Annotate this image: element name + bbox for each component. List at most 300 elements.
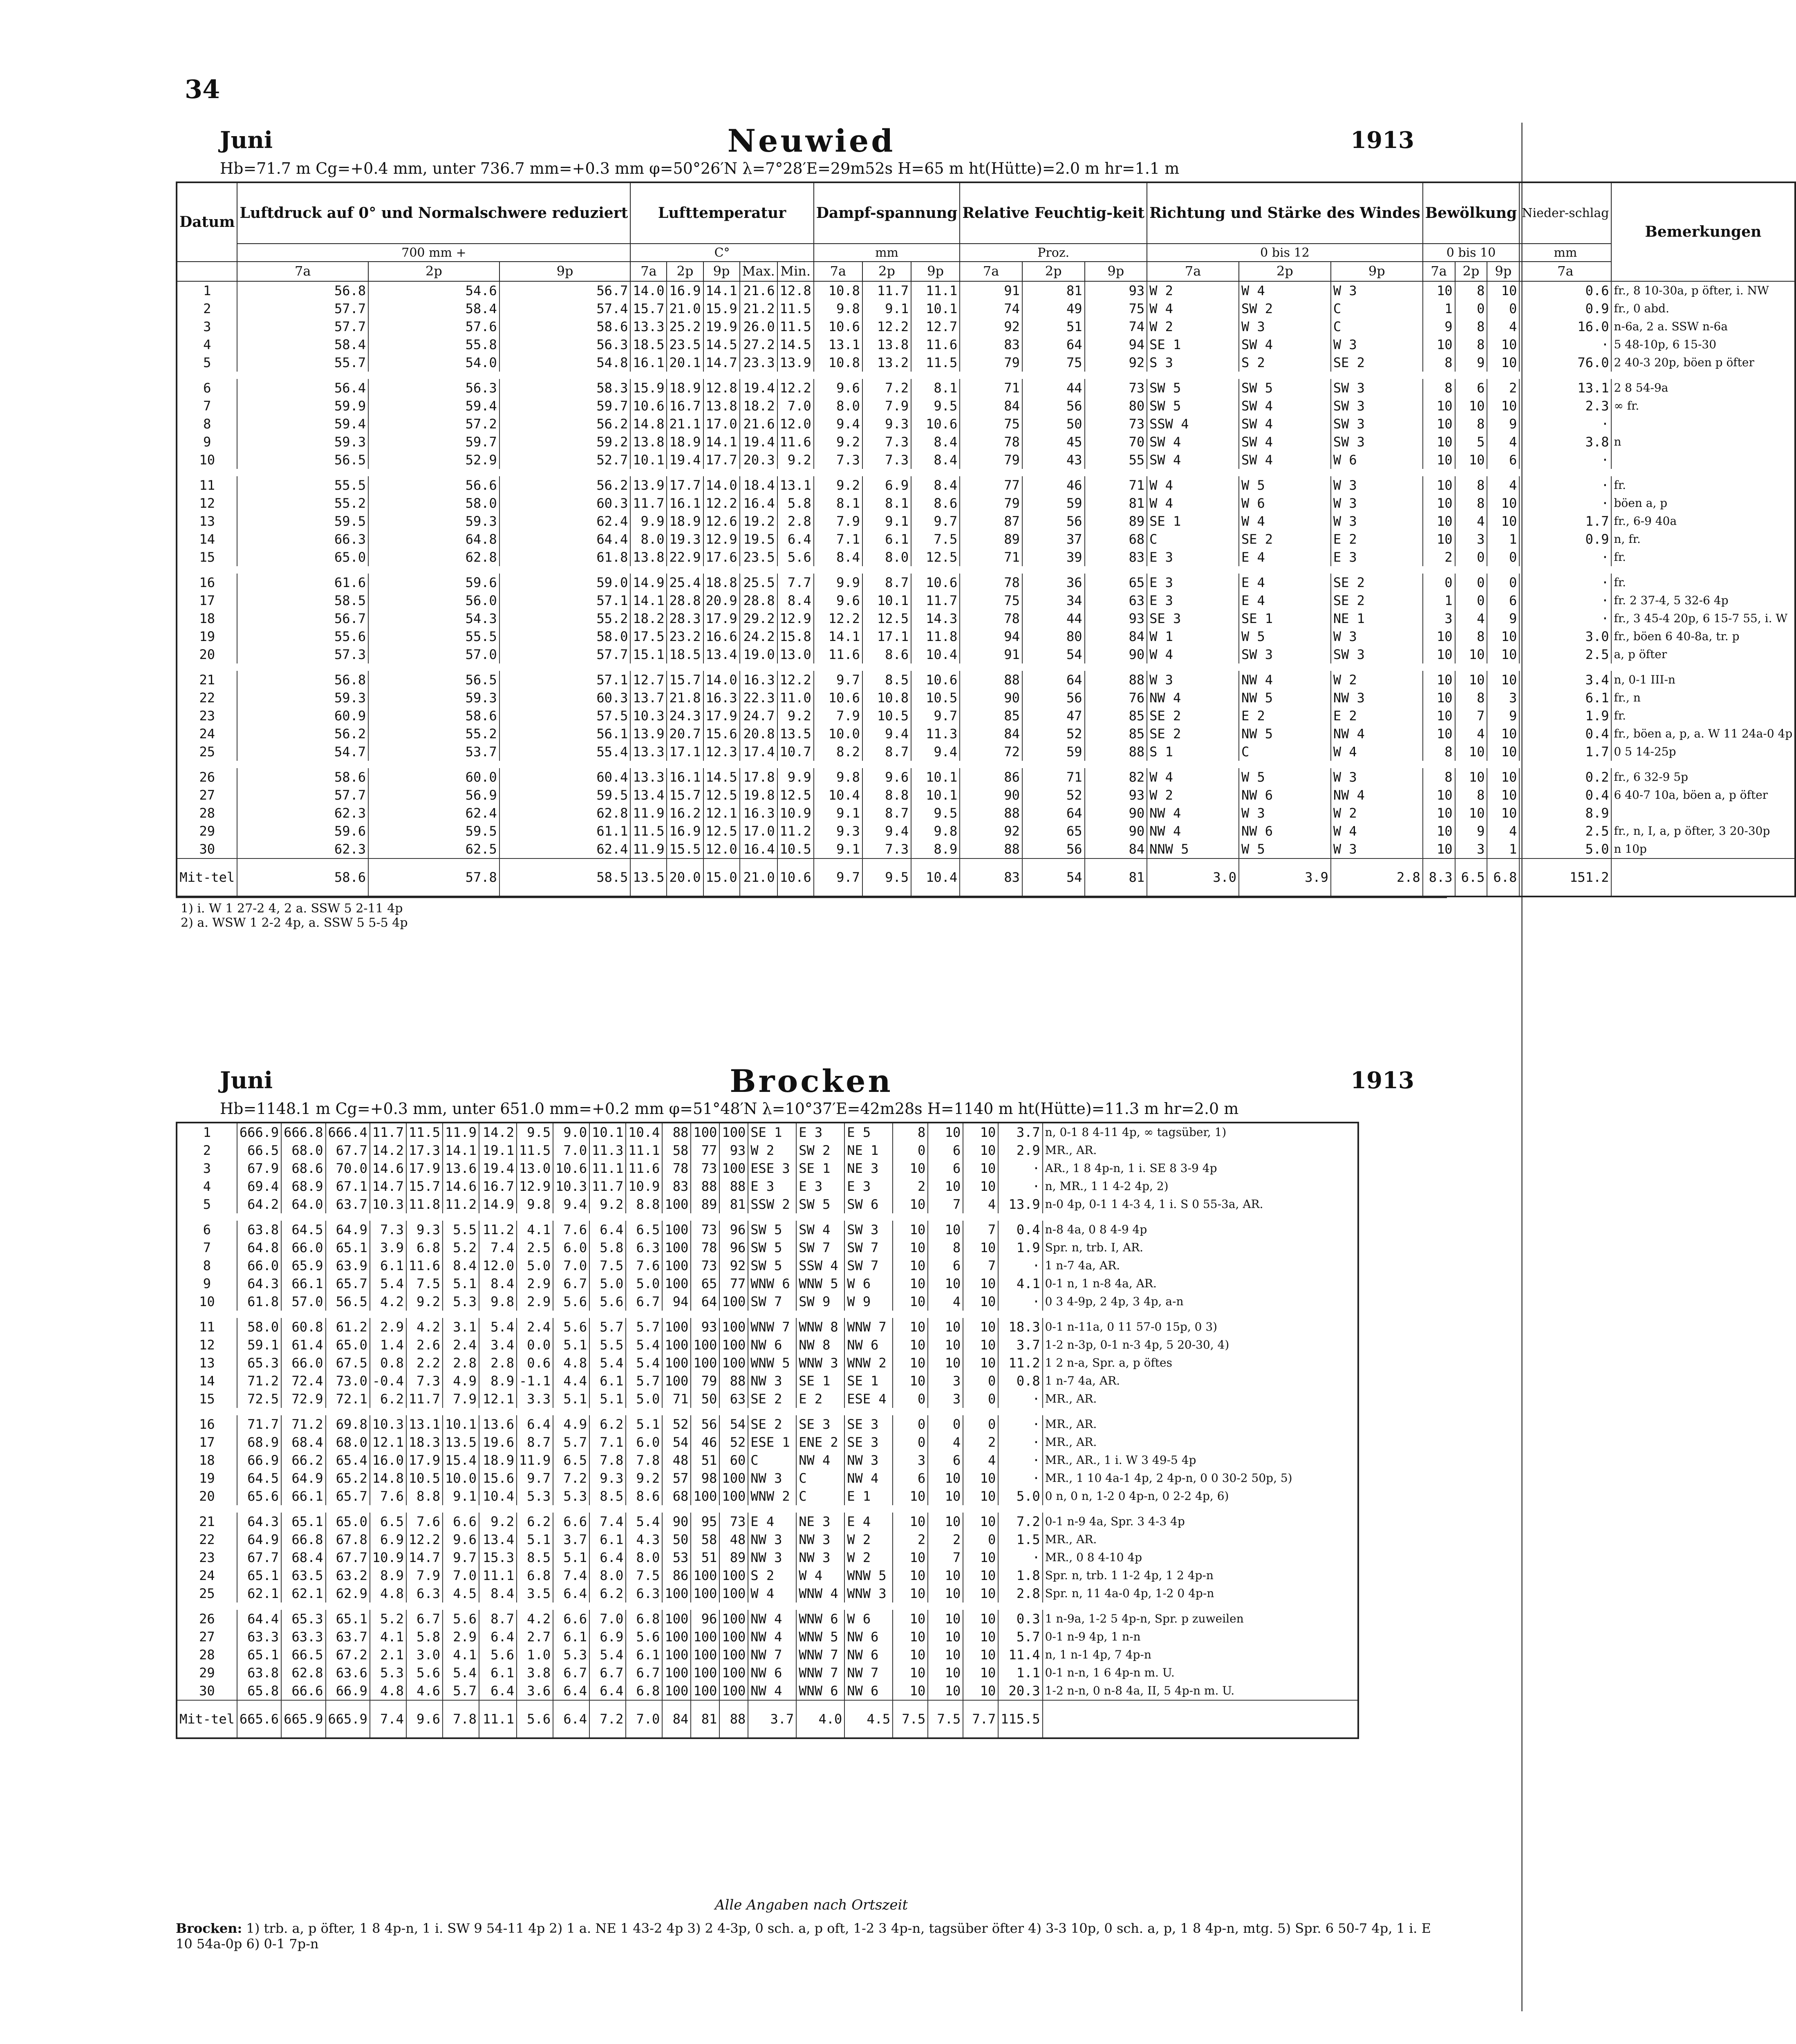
cell: WNW 4 xyxy=(796,1585,844,1602)
mean-cell: 21.0 xyxy=(740,858,777,896)
table-row xyxy=(177,1585,1358,1602)
cell: 0.4 xyxy=(998,1221,1042,1239)
cell: 8.4 xyxy=(443,1257,479,1275)
cell: 59.9 xyxy=(237,397,368,415)
cell: 13.5 xyxy=(777,725,814,743)
cell: 10 xyxy=(963,1682,998,1700)
cell: 18 xyxy=(177,610,237,628)
cell: 2.8 xyxy=(998,1585,1042,1602)
cell: 89 xyxy=(719,1549,748,1567)
cell: 4 xyxy=(1487,476,1519,494)
cell: 71.2 xyxy=(237,1372,281,1390)
cell: 11.1 xyxy=(589,1159,626,1177)
cell: 10.1 xyxy=(630,451,667,469)
cell: 94 xyxy=(662,1293,691,1311)
cell: 5.0 xyxy=(998,1487,1042,1505)
cell: 11.7 xyxy=(406,1390,443,1408)
cell: 10 xyxy=(1423,281,1455,300)
cell: 0.6 xyxy=(1519,281,1611,300)
cell: 52 xyxy=(719,1433,748,1451)
cell: 17.5 xyxy=(630,628,667,645)
table-row xyxy=(177,1531,1358,1549)
cell: 72 xyxy=(960,743,1022,761)
table-row xyxy=(177,451,1795,469)
mean-cell: 54 xyxy=(1022,858,1085,896)
cell: 10 xyxy=(1423,494,1455,512)
cell: 6.8 xyxy=(626,1682,662,1700)
cell: 71 xyxy=(1085,476,1147,494)
cell: 55 xyxy=(1085,451,1147,469)
cell: SW 3 xyxy=(1331,379,1423,397)
cell: 12.1 xyxy=(703,804,740,822)
cell: 100 xyxy=(662,1354,691,1372)
cell: 48 xyxy=(662,1451,691,1469)
cell: 8 xyxy=(1423,354,1455,372)
cell: 3.7 xyxy=(553,1531,589,1549)
cell: 13.8 xyxy=(630,548,667,566)
cell: W 5 xyxy=(1239,476,1331,494)
cell: 92 xyxy=(960,822,1022,840)
table-row xyxy=(177,610,1795,628)
cell: C xyxy=(748,1451,796,1469)
cell: 10.1 xyxy=(862,592,911,610)
cell: 64.3 xyxy=(237,1275,281,1293)
cell: 10.7 xyxy=(777,743,814,761)
cell: 8.1 xyxy=(814,494,862,512)
cell: 11.2 xyxy=(443,1195,479,1213)
cell: 29 xyxy=(177,1664,237,1682)
cell: 0 xyxy=(963,1372,998,1390)
cell: 62.3 xyxy=(237,804,368,822)
cell: 16.9 xyxy=(667,281,703,300)
cell: 10 xyxy=(963,1469,998,1487)
row-gap xyxy=(177,1311,1358,1318)
cell: 61.4 xyxy=(281,1336,325,1354)
cell: 7.2 xyxy=(553,1469,589,1487)
hour-header: 2p xyxy=(1455,262,1487,281)
cell: 88 xyxy=(960,840,1022,858)
cell: 19.5 xyxy=(740,530,777,548)
cell: 4 xyxy=(963,1195,998,1213)
cell: 52 xyxy=(1022,725,1085,743)
cell: 84 xyxy=(1085,628,1147,645)
cell: 10 xyxy=(893,1257,928,1275)
cell: 5.7 xyxy=(553,1433,589,1451)
cell: 3.3 xyxy=(517,1390,553,1408)
cell: 100 xyxy=(662,1195,691,1213)
cell: 0.6 xyxy=(517,1354,553,1372)
cell: WNW 6 xyxy=(748,1275,796,1293)
cell: 67.7 xyxy=(326,1549,370,1567)
cell: 10.9 xyxy=(626,1177,662,1195)
cell: 0 xyxy=(1455,548,1487,566)
cell: W 3 xyxy=(1331,840,1423,858)
cell: 26 xyxy=(177,768,237,786)
cell: 10.8 xyxy=(814,354,862,372)
cell: NW 4 xyxy=(796,1451,844,1469)
cell: 64 xyxy=(1022,336,1085,354)
cell: 60.4 xyxy=(499,768,631,786)
cell: 57.0 xyxy=(281,1293,325,1311)
mean-row xyxy=(177,1700,1358,1738)
cell: 14.1 xyxy=(814,628,862,645)
cell: 0-1 n-11a, 0 11 57-0 15p, 0 3) xyxy=(1043,1318,1358,1336)
cell: W 3 xyxy=(1331,476,1423,494)
cell: 7.9 xyxy=(814,707,862,725)
cell: SW 4 xyxy=(796,1221,844,1239)
cell: 13.5 xyxy=(443,1433,479,1451)
cell: 14.7 xyxy=(370,1177,406,1195)
cell: 10 xyxy=(928,1221,963,1239)
mean-cell: 7.0 xyxy=(626,1700,662,1738)
cell: NW 5 xyxy=(1239,689,1331,707)
cell: 63.8 xyxy=(237,1664,281,1682)
cell: 10 xyxy=(928,1567,963,1585)
cell: 666.9 xyxy=(237,1123,281,1141)
cell: 21.0 xyxy=(667,300,703,318)
year-label: 1913 xyxy=(1350,127,1414,154)
cell: 5.6 xyxy=(443,1610,479,1628)
cell: 15.6 xyxy=(479,1469,517,1487)
hour-header: 7a xyxy=(1147,262,1239,281)
cell: 19.0 xyxy=(740,645,777,663)
table-row xyxy=(177,354,1795,372)
cell: SW 5 xyxy=(748,1239,796,1257)
cell: 76.0 xyxy=(1519,354,1611,372)
cell: 24.2 xyxy=(740,628,777,645)
cell: 63.7 xyxy=(326,1195,370,1213)
cell: 9.9 xyxy=(777,768,814,786)
cell: fr., n, I, a, p öfter, 3 20-30p xyxy=(1611,822,1795,840)
cell: 21.2 xyxy=(740,300,777,318)
cell: 10 xyxy=(928,1318,963,1336)
table-row xyxy=(177,1415,1358,1433)
cell: 6.9 xyxy=(589,1628,626,1646)
cell: 65.4 xyxy=(326,1451,370,1469)
cell: 11.9 xyxy=(443,1123,479,1141)
cell: W 5 xyxy=(1239,768,1331,786)
cell: 14.5 xyxy=(777,336,814,354)
cell: fr. xyxy=(1611,548,1795,566)
cell: 0 xyxy=(893,1390,928,1408)
cell: 52 xyxy=(662,1415,691,1433)
cell: 10 xyxy=(893,1487,928,1505)
cell: 56.7 xyxy=(499,281,631,300)
table-row xyxy=(177,318,1795,336)
cell: fr., böen 6 40-8a, tr. p xyxy=(1611,628,1795,645)
cell: 10 xyxy=(1423,822,1455,840)
cell: 10.5 xyxy=(406,1469,443,1487)
cell: 14.0 xyxy=(703,476,740,494)
cell: 88 xyxy=(960,671,1022,689)
cell: 0 xyxy=(893,1433,928,1451)
mean-cell: 665.9 xyxy=(281,1700,325,1738)
cell: 79 xyxy=(960,494,1022,512)
cell: 28.8 xyxy=(667,592,703,610)
cell: 5.6 xyxy=(626,1628,662,1646)
cell: 100 xyxy=(719,1469,748,1487)
cell: 5.0 xyxy=(517,1257,553,1275)
cell: ∞ fr. xyxy=(1611,397,1795,415)
cell: 13.7 xyxy=(630,689,667,707)
cell: fr., 0 abd. xyxy=(1611,300,1795,318)
cell: 4.9 xyxy=(553,1415,589,1433)
table-row xyxy=(177,1354,1358,1372)
cell: böen a, p xyxy=(1611,494,1795,512)
cell: 5.1 xyxy=(517,1531,553,1549)
cell: 73 xyxy=(1085,379,1147,397)
cell: NW 4 xyxy=(844,1469,893,1487)
cell: 58.0 xyxy=(499,628,631,645)
cell: 5.1 xyxy=(553,1549,589,1567)
cell: 10 xyxy=(963,1610,998,1628)
cell: 11.6 xyxy=(777,433,814,451)
row-gap xyxy=(177,469,1795,476)
cell: 8.1 xyxy=(862,494,911,512)
cell: 6 xyxy=(928,1257,963,1275)
cell: 65.0 xyxy=(326,1336,370,1354)
cell: 10.5 xyxy=(862,707,911,725)
mean-cell: 9.5 xyxy=(862,858,911,896)
cell: 9.9 xyxy=(814,574,862,592)
cell: 59.7 xyxy=(499,397,631,415)
cell: 62.1 xyxy=(281,1585,325,1602)
unit-temp: C° xyxy=(630,244,813,262)
cell: 54.7 xyxy=(237,743,368,761)
cell: 17.9 xyxy=(703,707,740,725)
cell: 63 xyxy=(719,1390,748,1408)
cell: 9.6 xyxy=(862,768,911,786)
cell: 8.4 xyxy=(814,548,862,566)
cell: 9 xyxy=(1455,354,1487,372)
cell: 10.3 xyxy=(370,1415,406,1433)
cell: 75 xyxy=(960,592,1022,610)
cell: SW 3 xyxy=(844,1221,893,1239)
cell: 8 xyxy=(1455,415,1487,433)
cell: SSW 2 xyxy=(748,1195,796,1213)
cell: 22 xyxy=(177,1531,237,1549)
cell: 7.6 xyxy=(626,1257,662,1275)
cell: 90 xyxy=(960,689,1022,707)
cell: 0 3 4-9p, 2 4p, 3 4p, a-n xyxy=(1043,1293,1358,1311)
cell: W 4 xyxy=(796,1567,844,1585)
cell: W 3 xyxy=(1331,512,1423,530)
cell: 8 xyxy=(1455,494,1487,512)
cell: 100 xyxy=(662,1221,691,1239)
cell: 7.0 xyxy=(777,397,814,415)
cell: 68.0 xyxy=(281,1141,325,1159)
cell: E 3 xyxy=(1147,548,1239,566)
cell: 3 xyxy=(1455,840,1487,858)
cell: 13.0 xyxy=(517,1159,553,1177)
cell: NE 1 xyxy=(1331,610,1423,628)
cell: 8 xyxy=(1423,379,1455,397)
cell: 8.8 xyxy=(862,786,911,804)
cell: 18.3 xyxy=(998,1318,1042,1336)
cell: E 2 xyxy=(1331,530,1423,548)
cell: 64.4 xyxy=(499,530,631,548)
cell: 11.6 xyxy=(911,336,960,354)
cell: 5 xyxy=(1455,433,1487,451)
row-gap xyxy=(177,1505,1358,1513)
header-luftdruck-label: Luftdruck auf 0° und Normalschwere reduziert xyxy=(240,204,628,222)
cell: 6.7 xyxy=(589,1664,626,1682)
cell: 58.6 xyxy=(237,768,368,786)
cell: 13.4 xyxy=(703,645,740,663)
cell: 4 xyxy=(1455,610,1487,628)
cell: 58.0 xyxy=(237,1318,281,1336)
cell: 11.8 xyxy=(911,628,960,645)
table-row xyxy=(177,1433,1358,1451)
cell: 2 xyxy=(1487,379,1519,397)
cell: 3.7 xyxy=(998,1336,1042,1354)
unit-luftdruck: 700 mm + xyxy=(237,244,630,262)
cell: 19.9 xyxy=(703,318,740,336)
cell: 56.5 xyxy=(368,671,499,689)
cell: 9.8 xyxy=(814,768,862,786)
cell: 6.4 xyxy=(589,1221,626,1239)
cell: 2.9 xyxy=(517,1293,553,1311)
mean-cell: 81 xyxy=(1085,858,1147,896)
cell: 22 xyxy=(177,689,237,707)
cell: · xyxy=(998,1415,1042,1433)
cell: 100 xyxy=(719,1354,748,1372)
cell: 66.0 xyxy=(281,1239,325,1257)
cell: 100 xyxy=(662,1585,691,1602)
cell: n, 0-1 III-n xyxy=(1611,671,1795,689)
cell: 1.7 xyxy=(1519,743,1611,761)
cell: 65 xyxy=(691,1275,719,1293)
cell: 63.5 xyxy=(281,1567,325,1585)
cell: · xyxy=(1519,592,1611,610)
cell: SW 9 xyxy=(796,1293,844,1311)
cell: 56.3 xyxy=(368,379,499,397)
cell: 8.9 xyxy=(1519,804,1611,822)
cell: 14.1 xyxy=(703,433,740,451)
cell: 100 xyxy=(662,1336,691,1354)
cell: 88 xyxy=(662,1123,691,1141)
cell: 17.0 xyxy=(740,822,777,840)
cell: 5.0 xyxy=(1519,840,1611,858)
cell: 66.6 xyxy=(281,1682,325,1700)
table-row xyxy=(177,689,1795,707)
cell: 59.3 xyxy=(368,512,499,530)
cell: 25 xyxy=(177,743,237,761)
observation-table xyxy=(176,182,1796,897)
cell: 100 xyxy=(719,1628,748,1646)
cell: 8.6 xyxy=(626,1487,662,1505)
cell: 6.2 xyxy=(517,1513,553,1531)
cell: 7.9 xyxy=(814,512,862,530)
cell: 29.2 xyxy=(740,610,777,628)
cell: 6.7 xyxy=(626,1664,662,1682)
cell: 73 xyxy=(691,1221,719,1239)
cell: NW 6 xyxy=(844,1336,893,1354)
cell: 86 xyxy=(662,1567,691,1585)
cell: 10.3 xyxy=(630,707,667,725)
cell: WNW 7 xyxy=(748,1318,796,1336)
cell: 58.4 xyxy=(368,300,499,318)
row-gap xyxy=(177,1213,1358,1221)
cell: 13.3 xyxy=(630,318,667,336)
cell: 16.0 xyxy=(370,1451,406,1469)
cell: W 4 xyxy=(1147,768,1239,786)
cell: 6 xyxy=(1487,451,1519,469)
cell: 0 xyxy=(893,1141,928,1159)
cell: 10.1 xyxy=(589,1123,626,1141)
cell: 1 xyxy=(1423,300,1455,318)
cell: 5.4 xyxy=(626,1513,662,1531)
cell: 6.5 xyxy=(626,1221,662,1239)
cell: 63.7 xyxy=(326,1628,370,1646)
cell: 91 xyxy=(960,645,1022,663)
cell: 8.9 xyxy=(479,1372,517,1390)
cell: 5.2 xyxy=(370,1610,406,1628)
cell: 6.1 xyxy=(553,1628,589,1646)
cell: 62.9 xyxy=(326,1585,370,1602)
cell: 6.7 xyxy=(406,1610,443,1628)
cell: 12.8 xyxy=(703,379,740,397)
cell: 1 xyxy=(1487,530,1519,548)
mean-cell: 10.4 xyxy=(911,858,960,896)
cell: 10.4 xyxy=(814,786,862,804)
header-datum: Datum xyxy=(177,182,237,262)
cell: SW 5 xyxy=(1147,397,1239,415)
cell: WNW 7 xyxy=(844,1318,893,1336)
cell: 8.0 xyxy=(589,1567,626,1585)
cell: 7 xyxy=(177,397,237,415)
table-row xyxy=(177,1195,1358,1213)
cell: 8.5 xyxy=(589,1487,626,1505)
header-feucht: Relative Feuchtig-keit xyxy=(960,182,1147,244)
cell: NW 3 xyxy=(844,1451,893,1469)
cell: 9 xyxy=(1487,610,1519,628)
cell: 20 xyxy=(177,1487,237,1505)
cell: 10 xyxy=(1423,451,1455,469)
cell: 65.9 xyxy=(281,1257,325,1275)
cell: 5.0 xyxy=(589,1275,626,1293)
cell: 2.6 xyxy=(406,1336,443,1354)
cell: 17.1 xyxy=(862,628,911,645)
mean-cell: 7.8 xyxy=(443,1700,479,1738)
cell: 1 xyxy=(1487,840,1519,858)
cell: fr. 2 37-4, 5 32-6 4p xyxy=(1611,592,1795,610)
cell: 19.2 xyxy=(740,512,777,530)
cell: 15.9 xyxy=(630,379,667,397)
cell: C xyxy=(796,1469,844,1487)
cell: 84 xyxy=(960,397,1022,415)
cell: 6 xyxy=(1455,379,1487,397)
cell: 65 xyxy=(1085,574,1147,592)
cell: 10 xyxy=(963,1646,998,1664)
cell: 8 xyxy=(177,415,237,433)
cell: SE 1 xyxy=(1147,512,1239,530)
cell: n, 0-1 8 4-11 4p, ∞ tagsüber, 1) xyxy=(1043,1123,1358,1141)
table-row xyxy=(177,840,1795,858)
cell: 16.6 xyxy=(703,628,740,645)
cell: 58 xyxy=(691,1531,719,1549)
cell: NW 4 xyxy=(1147,822,1239,840)
cell: 8.9 xyxy=(911,840,960,858)
cell: 100 xyxy=(719,1159,748,1177)
cell: 62.1 xyxy=(237,1585,281,1602)
cell: 100 xyxy=(719,1610,748,1628)
cell: 39 xyxy=(1022,548,1085,566)
cell: 8.8 xyxy=(626,1195,662,1213)
table-row xyxy=(177,1221,1358,1239)
hour-header: 9p xyxy=(703,262,740,281)
cell: 4.1 xyxy=(998,1275,1042,1293)
